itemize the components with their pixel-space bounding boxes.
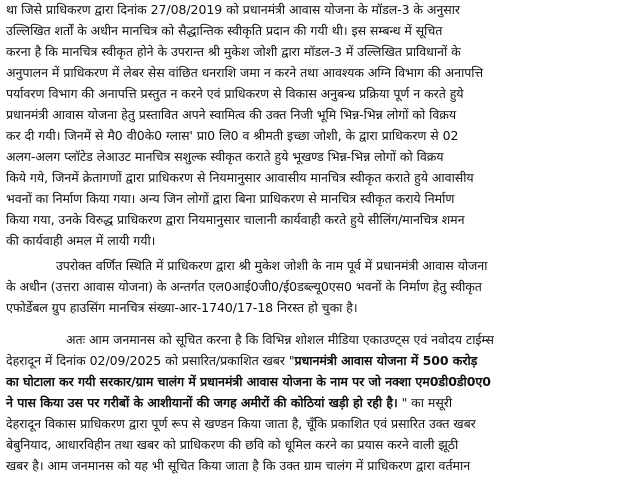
text-line: एफोर्डेबल ग्रुप हाउसिंग मानचित्र संख्या-आर-1740/17-18 निरस्त हो चुका है। bbox=[6, 300, 358, 315]
headline-quote: प्रधानमंत्री आवास योजना में 500 करोड़ bbox=[294, 353, 478, 368]
text-line: प्रधानमंत्री आवास योजना हेतु प्रस्तावित अपने स्वामित्व की उक्त निजी भूमि भिन्न-भिन्न लोगों को विक्रय bbox=[6, 107, 457, 122]
text-line: भवनों का निर्माण किया गया। अन्य जिन लोगों द्वारा बिना प्राधिकरण से मानचित्र स्वीकृत कराये निर्माण bbox=[6, 191, 455, 206]
text-line: उपरोक्त वर्णित स्थिति में प्राधिकरण द्वारा श्री मुकेश जोशी के नाम पूर्व में प्रधानमंत्री आवास योजना bbox=[56, 258, 488, 273]
text-line: उल्लिखित शर्तों के अधीन मानचित्र को सैद्धान्तिक स्वीकृति प्रदान की गयी थी। इस सम्बन्ध में सूचित bbox=[6, 23, 443, 38]
headline-quote: ने पास किया उस पर गरीबों के आशीयानों की जगह अमीरों की कोठियां खड़ी हो रही है। bbox=[6, 395, 398, 410]
text-line: करना है कि मानचित्र स्वीकृत होने के उपरान्त श्री मुकेश जोशी द्वारा मॉडल-3 में उल्लिखित प्राविधानों के bbox=[6, 44, 461, 59]
headline-quote: का घोटाला कर गयी सरकार/ग्राम चालंग में प्रधानमंत्री आवास योजना के नाम पर जो नक्शा एम0डी0डी0ए0 bbox=[6, 374, 491, 389]
text-line: के अधीन (उत्तरा आवास योजना) के अन्तर्गत एल0आई0जी0/ई0डब्ल्यू0एस0 भवनों के निर्माण हेतु स्वीकृत bbox=[6, 279, 482, 294]
text-line: अतः आम जनमानस को सूचित करना है कि विभिन्न शोशल मीडिया एकाउण्ट्स एवं नवोदय टाईम्स bbox=[66, 332, 494, 347]
text-run: देहरादून में दिनांक 02/09/2025 को प्रसारित/प्रकाशित खबर " bbox=[6, 353, 295, 368]
text-line: पर्यावरण विभाग की अनापत्ति प्रस्तुत न करने एवं प्राधिकरण से विकास अनुबन्ध प्रक्रिया पूर्ण न करते हुये bbox=[6, 86, 464, 101]
text-line: बेबुनियाद, आधारविहीन तथा खबर को प्राधिकरण की छवि को धूमिल करने का प्रयास करने वाली झूठी bbox=[6, 437, 459, 452]
text-line: खबर है। आम जनमानस को यह भी सूचित किया जाता है कि उक्त ग्राम चालंग में प्राधिकरण द्वारा वर्तमान bbox=[6, 458, 471, 473]
text-line: अनुपालन में प्राधिकरण में लेबर सेस वांछित धनराशि जमा न करने तथा आवश्यक अग्नि विभाग की अनापत्ति bbox=[6, 65, 484, 80]
text-line bbox=[0, 393, 640, 413]
text-line: था जिसे प्राधिकरण द्वारा दिनांक 27/08/2019 को प्रधानमंत्री आवास योजना के मॉडल-3 के अनुसार bbox=[6, 2, 460, 17]
text-line: किया गया, उनके विरुद्ध प्राधिकरण द्वारा नियमानुसार चालानी कार्यवाही करते हुये सीलिंग/मानचित्र शमन bbox=[6, 212, 465, 227]
text-line: अलग-अलग प्लॉटेड लेआउट मानचित्र सशुल्क स्वीकृत कराते हुये भूखण्ड भिन्न-भिन्न लोगों को विक्रय bbox=[6, 149, 444, 164]
text-line: किये गये, जिनमें क्रेतागणों द्वारा प्राधिकरण से नियमानुसार आवासीय मानचित्र स्वीकृत कराते हुये आवासीय bbox=[6, 170, 474, 185]
text-line bbox=[0, 351, 640, 371]
text-line: कर दी गयी। जिनमें से मै0 वी0के0 ग्लास' प्रा0 लि0 व श्रीमती इच्छा जोशी, के द्वारा प्राधिकरण से 02 bbox=[6, 128, 459, 143]
text-line: की कार्यवाही अमल में लायी गयी। bbox=[6, 233, 156, 248]
text-line: देहरादून विकास प्राधिकरण द्वारा पूर्ण रूप से खण्डन किया जाता है, चूँकि प्रकाशित एवं प्रसारित उक्त खबर bbox=[6, 416, 476, 431]
text-run: " का मसूरी bbox=[397, 395, 453, 410]
